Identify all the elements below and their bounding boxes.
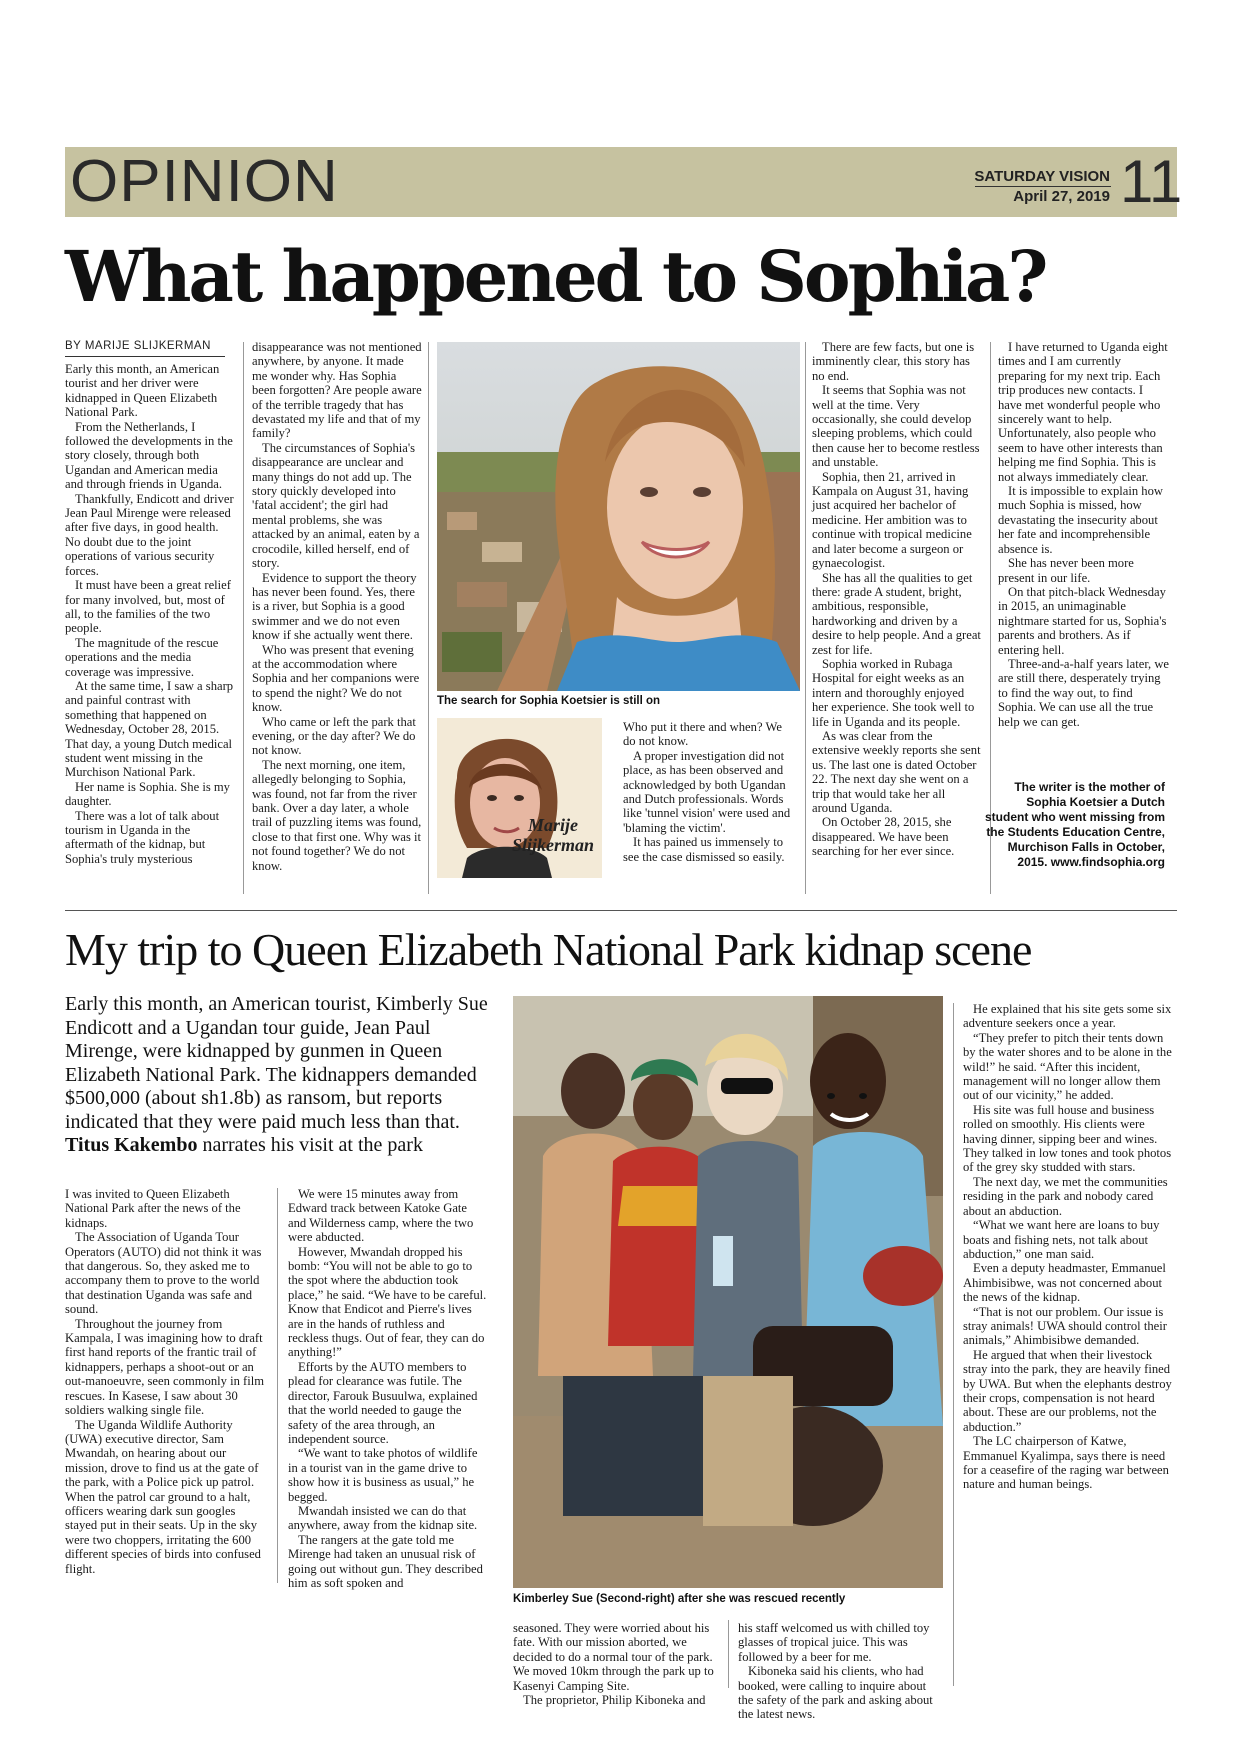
publication-name: SATURDAY VISION (974, 168, 1110, 185)
paragraph: The proprietor, Philip Kiboneka and (523, 1693, 706, 1708)
column-rule (953, 1003, 954, 1686)
paragraph: Evidence to support the theory has never been found. Yes, there is a river, but Sophia is a good swimmer and we do not even know if she actually went there. (252, 570, 417, 643)
article-column-4 (812, 340, 982, 859)
article2-column-3 (513, 1621, 718, 1707)
intro-author: Titus Kakembo (65, 1134, 198, 1156)
page-number: 11 (1120, 148, 1183, 215)
paragraph: Efforts by the AUTO members to plead for clearance was futile. The director, Farouk Busuulwa, explained that the world needed to gauge the safety of the area through, an independent source. (288, 1359, 478, 1446)
column-rule (805, 342, 806, 894)
paragraph: Early this month, an American tourist and her driver were kidnapped in Queen Elizabeth National Park. (65, 362, 220, 420)
photo-caption-2: Kimberley Sue (Second-right) after she was rescued recently (513, 1593, 846, 1605)
paragraph: The LC chairperson of Katwe, Emmanuel Kyalimpa, says there is need for a ceasefire of the raging war between nature and human beings. (963, 1434, 1169, 1492)
paragraph: His site was full house and business rolled on smoothly. His clients were having dinner, sipping beer and wines. They talked in low tones and took photos of the grey sky studded with stars. (963, 1102, 1172, 1175)
paragraph: A proper investigation did not place, as has been observed and acknowledged by both Ugandan and Dutch professionals. Words like 'tunnel vision' were used and 'blaming the victim'. (623, 748, 791, 835)
paragraph: “We want to take photos of wildlife in a tourist van in the game drive to show how it is business as usual,” he begged. (288, 1446, 478, 1504)
paragraph: The Uganda Wildlife Authority (UWA) executive director, Sam Mwandah, on hearing about our mission, drove to find us at the gate of the park, with a Police pick up patrol. When the patrol car ground to a halt, officers wearing dark sun googles stayed put in their seats. Up in the sky were two choppers, irritating the 600 different species of birds into confused flight. (65, 1417, 261, 1576)
paragraph: The magnitude of the rescue operations and the media coverage was impressive. (65, 635, 219, 679)
author-name (512, 815, 594, 855)
paragraph: Mwandah insisted we can do that anywhere, away from the kidnap site. (288, 1503, 478, 1533)
paragraph: She has all the qualities to get there: grade A student, bright, ambitious, responsible, hardworking and driven by a desire to help people. And a great zest for life. (812, 570, 981, 657)
paragraph: He argued that when their livestock stray into the park, they are heavily fined by UWA. But when the elephants destroy their crops, compensation is not heard about. These are our problems, not the abduction.” (963, 1347, 1172, 1434)
paragraph: It is impossible to explain how much Sophia is missed, how devastating the insecurity about her fate and incomprehensible absence is. (998, 484, 1163, 556)
paragraph: It must have been a great relief for many involved, but, most of all, to the families of the two people. (65, 578, 231, 636)
paragraph: I have returned to Uganda eight times and I am currently preparing for my next trip. Each trip produces new contacts. I have met wonderful people who sincerely want to help. Unfortunately, also people who seem to have other interests than helping me find Sophia. This is not always immediately clear. (998, 340, 1168, 484)
byline-rule (65, 356, 225, 357)
section-title: OPINION (70, 148, 339, 215)
article-column-2 (252, 340, 422, 873)
paragraph: Who put it there and when? We do not know. (623, 720, 782, 749)
byline: BY MARIJE SLIJKERMAN (65, 340, 211, 352)
paragraph: I was invited to Queen Elizabeth National Park after the news of the kidnaps. (65, 1187, 241, 1230)
article-divider (65, 910, 1177, 911)
paragraph: Sophia, then 21, arrived in Kampala on August 31, having just acquired her bachelor of medicine. Her ambition was to continue with tropical medicine and later become a surgeon or gynaecologist. (812, 469, 972, 571)
paragraph: “That is not our problem. Our issue is stray animals! UWA should control their animals,” Ahimbisibwe demanded. (963, 1304, 1167, 1348)
article2-intro (65, 993, 500, 1158)
paragraph: Kiboneka said his clients, who had booked, were calling to inquire about the safety of the park and asking about the latest news. (738, 1664, 933, 1722)
paragraph: He explained that his site gets some six adventure seekers once a year. (963, 1002, 1172, 1031)
paragraph: At the same time, I saw a sharp and painful contrast with something that happened on Wednesday, October 28, 2015. That day, a young Dutch medical student went missing in the Murchison National Park. (65, 678, 234, 780)
paragraph: Who came or left the park that evening, or the day after? We do not know. (252, 714, 416, 758)
column-rule (243, 342, 244, 894)
paragraph: It seems that Sophia was not well at the time. Very occasionally, she could develop sleeping problems, which could then cause her to become restless and unstable. (812, 383, 980, 470)
paragraph: Three-and-a-half years later, we are still there, desperately trying to find the way out, to find Sophia. We can use all the true help we can get. (998, 656, 1170, 729)
paragraph: There was a lot of talk about tourism in Uganda in the aftermath of the kidnap, but Sophia's truly mysterious (65, 808, 220, 866)
column-rule (428, 342, 429, 894)
paragraph: However, Mwandah dropped his bomb: “You will not be able to go to the spot where the abduction took place,” he said. “We have to be careful. Know that Endicot and Pierre's lives are in the hands of ruthless and reckless thugs. Out of fear, they can do anything!” (288, 1244, 487, 1360)
paragraph: The Association of Uganda Tour Operators (AUTO) did not think it was that dangerous. So, they asked me to accompany them to prove to the world that destination Uganda was safe and sound. (65, 1230, 262, 1317)
publication-date: April 27, 2019 (1013, 188, 1110, 205)
paragraph: We were 15 minutes away from Edward track between Katoke Gate and Wilderness camp, where the two were abducted. (288, 1187, 474, 1245)
paragraph: From the Netherlands, I followed the developments in the story closely, through both Ugandan and American media and through friends in Uganda. (65, 419, 233, 492)
paragraph: Who was present that evening at the accommodation where Sophia and her companions were to spend the night? We do not know. (252, 642, 420, 715)
publication-rule (975, 186, 1111, 187)
article-column-1 (65, 362, 235, 866)
article2-column-1 (65, 1187, 265, 1576)
paragraph: “What we want here are loans to buy boats and fishing nets, not talk about abduction,” one man said. (963, 1218, 1160, 1261)
paragraph: There are few facts, but one is imminently clear, this story has no end. (812, 340, 975, 383)
paragraph: Throughout the journey from Kampala, I was imagining how to draft first hand reports of the frantic trail of kidnappers, perhaps a shoot-out or an out-manoeuvre, seen commonly in film rescues. In Kasese, I saw about 30 soldiers walking single file. (65, 1316, 265, 1418)
article2-column-2 (288, 1187, 488, 1590)
paragraph: The next morning, one item, allegedly belonging to Sophia, was found, not far from the river bank. Over a day later, a whole trail of puzzling items was found, close to that first one. Why was it not found together? We do not know. (252, 757, 422, 873)
paragraph: On that pitch-black Wednesday in 2015, an unimaginable nightmare started for us, Sophia's parents and brothers. As if entering hell. (998, 584, 1167, 657)
paragraph: Sophia worked in Rubaga Hospital for eight weeks as an intern and thoroughly enjoyed her experience. She took well to life in Uganda and its people. (812, 656, 975, 729)
paragraph: The circumstances of Sophia's disappearance are unclear and many things do not add up. The story quickly developed into 'fatal accident'; the girl had mental problems, she was attacked by an animal, eaten by a crocodile, killed herself, end of story. (252, 440, 420, 571)
sophia-photo (437, 342, 800, 691)
paragraph: Even a deputy headmaster, Emmanuel Ahimbisibwe, was not concerned about the news of the kidnap. (963, 1261, 1166, 1305)
paragraph: Her name is Sophia. She is my daughter. (65, 779, 230, 809)
paragraph: The rangers at the gate told me Mirenge had taken an unusual risk of going out without gun. They described him as soft spoken and (288, 1532, 483, 1590)
author-first-name: Marije (528, 815, 579, 835)
article-column-3 (623, 720, 793, 864)
photo-caption: The search for Sophia Koetsier is still on (437, 695, 661, 707)
paragraph: The next day, we met the communities residing in the park and nobody cared about an abduction. (963, 1174, 1168, 1218)
paragraph: seasoned. They were worried about his fate. With our mission aborted, we decided to do a normal tour of the park. We moved 10km through the park up to Kasenyi Camping Site. (513, 1621, 714, 1693)
article2-column-4 (738, 1621, 943, 1722)
intro-text: Early this month, an American tourist, Kimberly Sue Endicott and a Ugandan tour guide, Jean Paul Mirenge, were kidnapped by gunmen in Queen Elizabeth National Park. The kidnappers demanded $500,000 (about sh1.8b) as ransom, but reports indicated that they were paid much less than that. (65, 993, 488, 1133)
paragraph: As was clear from the extensive weekly reports she sent us. The last one is dated October 22. The next day she went on a trip that would take her all around Uganda. (812, 728, 981, 815)
rescue-photo (513, 996, 943, 1588)
article-column-5 (998, 340, 1170, 729)
paragraph: On October 28, 2015, she disappeared. We have been searching for her ever since. (812, 815, 955, 859)
article2-column-5 (963, 1002, 1173, 1492)
column-rule (277, 1188, 278, 1583)
paragraph: It has pained us immensely to see the case dismissed so easily. (623, 835, 785, 864)
paragraph: disappearance was not mentioned anywhere, by anyone. It made me wonder why. Has Sophia been forgotten? Are people aware of the terrible tragedy that has devastated my life and that of my family? (252, 340, 422, 441)
author-note: The writer is the mother of Sophia Koetsier a Dutch student who went missing from the Students Education Centre, Murchison Falls in October, 2015. www.findsophia.org (985, 780, 1166, 869)
paragraph: his staff welcomed us with chilled toy glasses of tropical juice. This was followed by a beer for me. (738, 1621, 930, 1664)
paragraph: Thankfully, Endicott and driver Jean Paul Mirenge were released after five days, in good health. No doubt due to the joint operations of various security forces. (65, 491, 234, 578)
paragraph: “They prefer to pitch their tents down by the water shores and to be alone in the wild!” he said. “After this incident, management will no longer allow them out of our vicinity,” he added. (963, 1030, 1172, 1103)
article-headline: What happened to Sophia? (65, 235, 1046, 318)
intro-tail: narrates his visit at the park (197, 1134, 423, 1156)
paragraph: She has never been more present in our life. (998, 556, 1134, 585)
article2-headline: My trip to Queen Elizabeth National Park kidnap scene (65, 924, 1032, 975)
author-last-name: Slijkerman (512, 835, 595, 855)
column-rule (728, 1620, 729, 1688)
